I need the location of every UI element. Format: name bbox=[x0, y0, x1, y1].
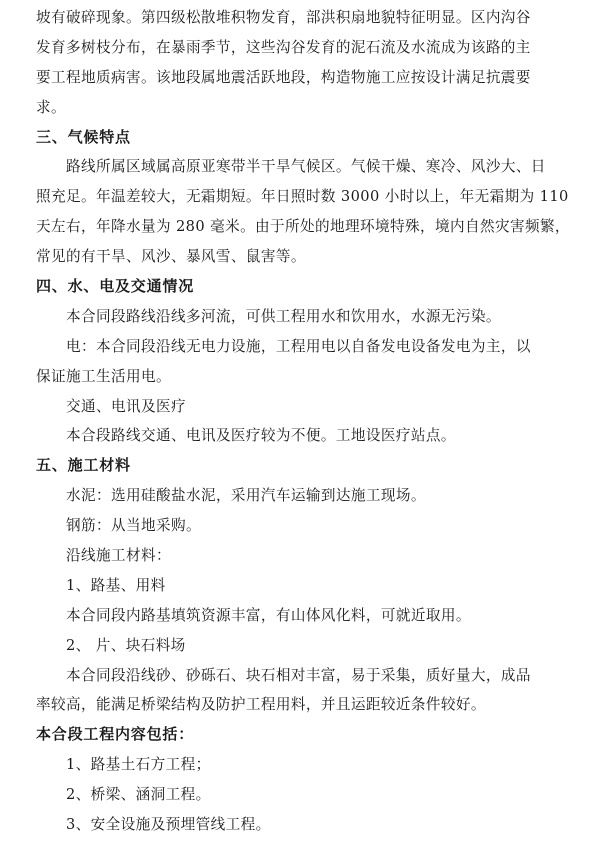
text-line: 保证施工生活用电。 bbox=[36, 367, 171, 385]
water-paragraph: 本合同段路线沿线多河流，可供工程用水和饮用水，水源无污染。 bbox=[66, 307, 501, 325]
document-page bbox=[36, 3, 596, 840]
cement-paragraph: 水泥：选用硅酸盐水泥，采用汽车运输到达施工现场。 bbox=[66, 487, 426, 505]
text-line: 照充足。年温差较大，无霜期短。年日照时数 3000 小时以上，年无霜期为 110 bbox=[36, 188, 569, 206]
text-line: 率较高，能满足桥梁结构及防护工程用料，并且运距较近条件较好。 bbox=[36, 696, 486, 714]
stone-title: 2、 片、块石料场 bbox=[66, 636, 186, 654]
roadbed-paragraph: 本合同段内路基填筑资源丰富，有山体风化料，可就近取用。 bbox=[66, 606, 471, 624]
section-heading-utilities: 四、水、电及交通情况 bbox=[36, 277, 195, 296]
scope-list bbox=[36, 750, 596, 840]
text-line: 求。 bbox=[36, 98, 66, 116]
text-line: 电：本合同段沿线无电力设施，工程用电以自备发电设备发电为主，以 bbox=[66, 337, 531, 355]
list-item: 3、安全设施及预埋管线工程。 bbox=[66, 816, 271, 834]
list-item: 2、桥梁、涵洞工程。 bbox=[66, 786, 211, 804]
text-line: 天左右，年降水量为 280 毫米。由于所处的地理环境特殊，境内自然灾害频繁， bbox=[36, 218, 570, 236]
along-materials-title: 沿线施工材料： bbox=[66, 547, 171, 565]
text-line: 路线所属区域属高原亚寒带半干旱气候区。气候干燥、寒冷、风沙大、日 bbox=[66, 158, 546, 176]
intro-paragraph bbox=[36, 3, 596, 123]
transport-title: 交通、电讯及医疗 bbox=[66, 397, 186, 415]
transport-paragraph: 本合段路线交通、电讯及医疗较为不便。工地设医疗站点。 bbox=[66, 427, 456, 445]
text-line: 发育多树枝分布，在暴雨季节，这些沟谷发育的泥石流及水流成为该路的主 bbox=[36, 38, 531, 56]
roadbed-title: 1、路基、用料 bbox=[66, 576, 166, 594]
steel-paragraph: 钢筋：从当地采购。 bbox=[66, 517, 201, 535]
text-line: 坡有破碎现象。第四级松散堆积物发育，部洪积扇地貌特征明显。区内沟谷 bbox=[36, 9, 531, 26]
list-item: 1、路基土石方工程； bbox=[66, 756, 211, 774]
section-heading-climate: 三、气候特点 bbox=[36, 127, 131, 146]
text-line: 要工程地质病害。该地段属地震活跃地段，构造物施工应按设计满足抗震要 bbox=[36, 68, 531, 86]
climate-paragraph bbox=[36, 152, 596, 272]
section-heading-materials: 五、施工材料 bbox=[36, 456, 131, 475]
section-heading-scope: 本合段工程内容包括： bbox=[36, 725, 195, 744]
text-line: 本合同段沿线砂、砂砾石、块石相对丰富，易于采集，质好量大，成品 bbox=[66, 666, 531, 684]
text-line: 常见的有干旱、风沙、暴风雪、鼠害等。 bbox=[36, 248, 306, 266]
power-paragraph bbox=[36, 332, 596, 392]
stone-paragraph bbox=[36, 661, 596, 721]
